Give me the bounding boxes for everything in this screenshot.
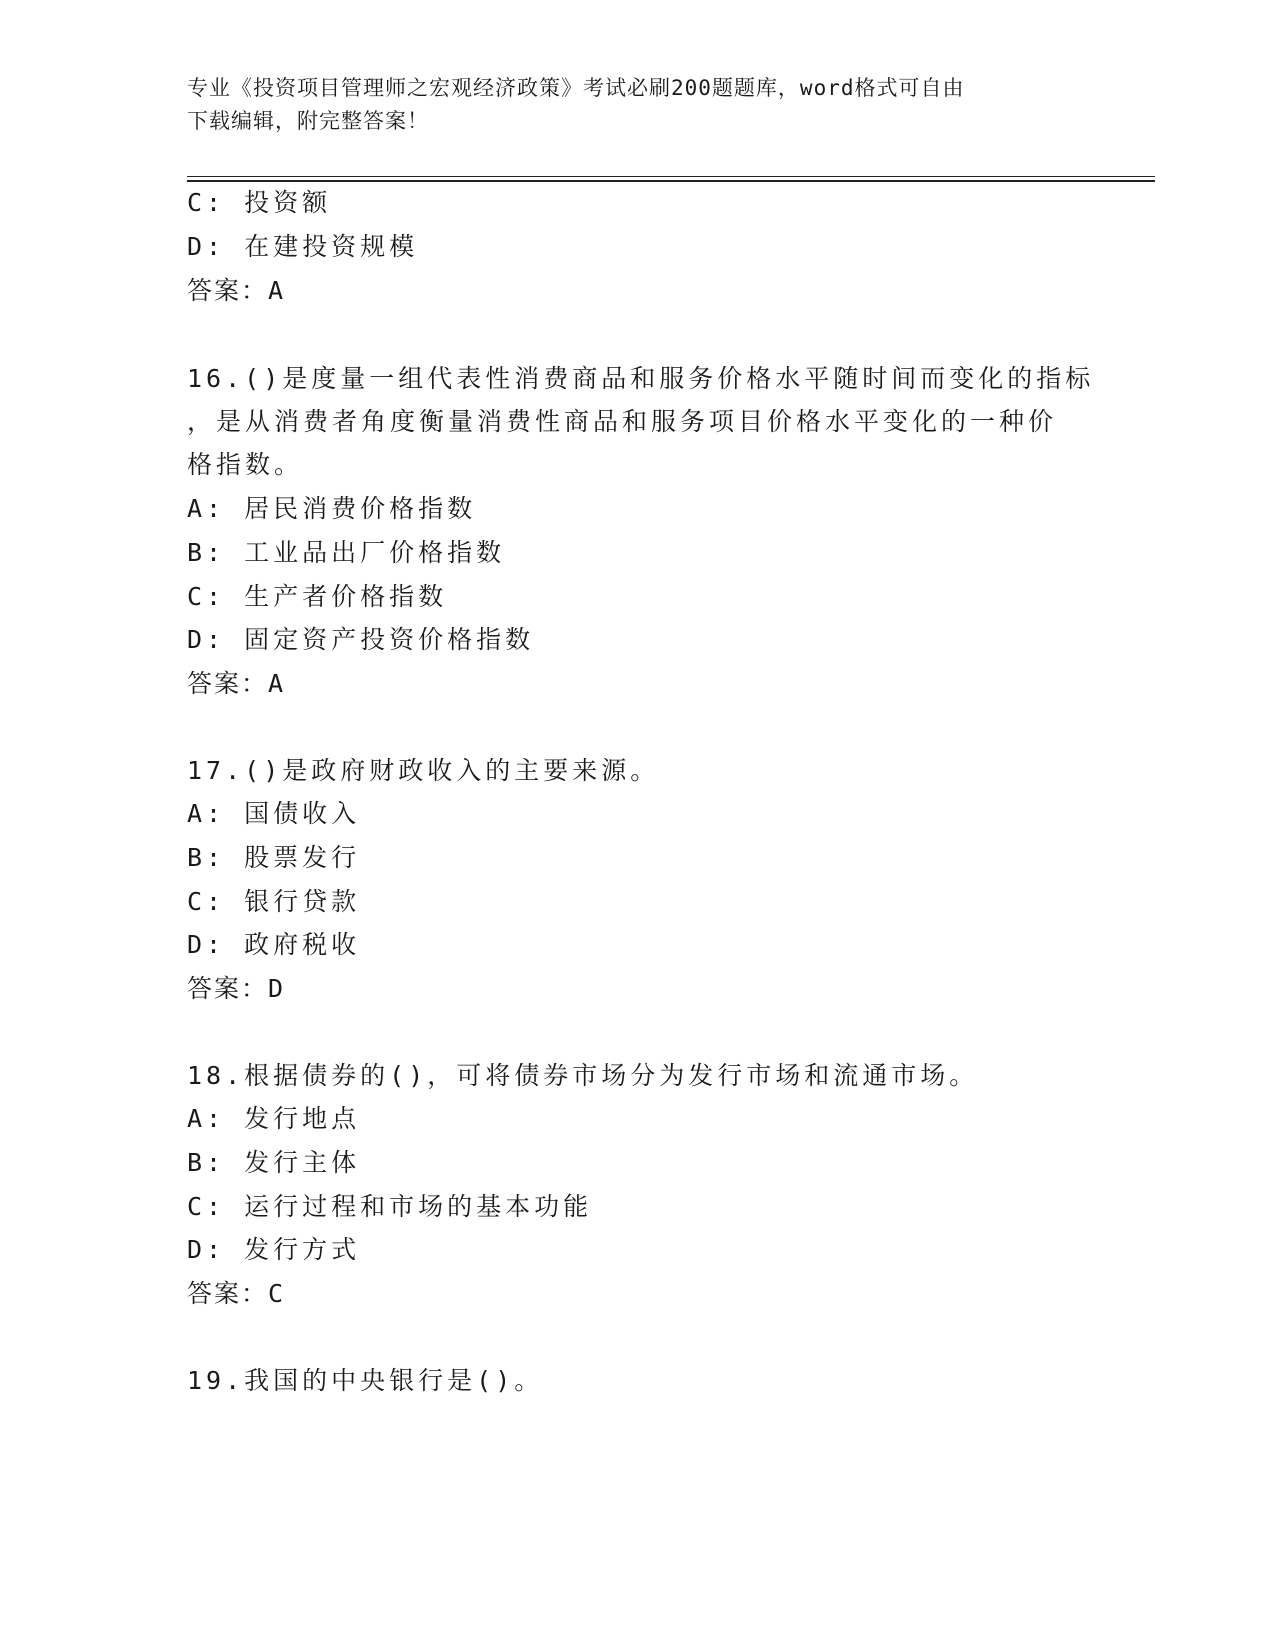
q17-option-d: D: 政府税收 bbox=[187, 930, 361, 959]
q16-stem-line-2: ，是从消费者角度衡量消费性商品和服务项目价格水平变化的一种价 bbox=[187, 407, 1058, 436]
q16-option-c: C: 生产者价格指数 bbox=[187, 582, 448, 611]
q16-stem-line-1: 16.()是度量一组代表性消费商品和服务价格水平随时间而变化的指标 bbox=[187, 364, 1095, 393]
header-line-2: 下载编辑，附完整答案！ bbox=[187, 109, 429, 133]
header-rule-thin bbox=[187, 176, 1155, 177]
q17-option-c: C: 银行贷款 bbox=[187, 887, 361, 916]
q18-stem: 18.根据债券的()，可将债券市场分为发行市场和流通市场。 bbox=[187, 1061, 979, 1090]
q18-option-d: D: 发行方式 bbox=[187, 1235, 361, 1264]
q18-option-c: C: 运行过程和市场的基本功能 bbox=[187, 1192, 593, 1221]
q16-option-b: B: 工业品出厂价格指数 bbox=[187, 538, 506, 567]
document-header bbox=[187, 72, 1087, 138]
q16-option-d: D: 固定资产投资价格指数 bbox=[187, 625, 535, 654]
q15-option-c: C: 投资额 bbox=[187, 188, 332, 217]
q15-answer: 答案：A bbox=[187, 276, 286, 305]
q15-option-d: D: 在建投资规模 bbox=[187, 232, 419, 261]
q16-stem-line-3: 格指数。 bbox=[187, 450, 304, 479]
q17-answer: 答案：D bbox=[187, 974, 286, 1003]
q19-stem: 19.我国的中央银行是()。 bbox=[187, 1366, 544, 1395]
q17-option-b: B: 股票发行 bbox=[187, 843, 361, 872]
q18-option-a: A: 发行地点 bbox=[187, 1104, 361, 1133]
q16-answer: 答案：A bbox=[187, 669, 286, 698]
q17-option-a: A: 国债收入 bbox=[187, 799, 361, 828]
q16-option-a: A: 居民消费价格指数 bbox=[187, 494, 477, 523]
header-line-1: 专业《投资项目管理师之宏观经济政策》考试必刷200题题库，word格式可自由 bbox=[187, 76, 965, 100]
q18-answer: 答案：C bbox=[187, 1279, 286, 1308]
header-rule-thick bbox=[187, 180, 1155, 182]
q18-option-b: B: 发行主体 bbox=[187, 1148, 361, 1177]
q17-stem: 17.()是政府财政收入的主要来源。 bbox=[187, 756, 660, 785]
